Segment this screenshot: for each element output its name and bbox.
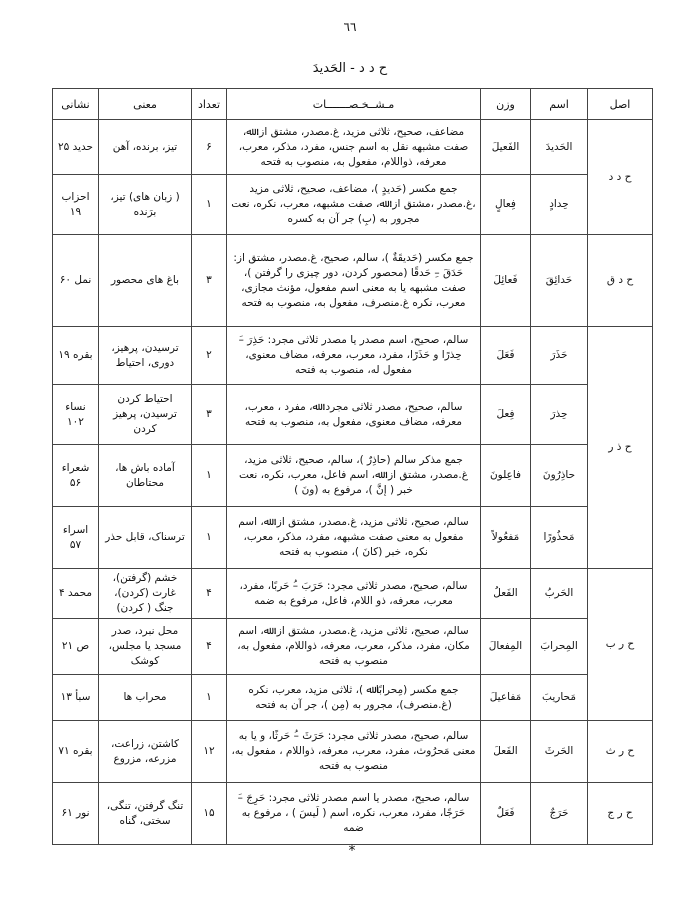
reference-cell: نمل ۶۰ bbox=[53, 235, 99, 327]
count-cell: ۴ bbox=[192, 619, 227, 675]
meaning-cell: کاشتن، زراعت، مزرعه، مزروع bbox=[99, 721, 192, 783]
noun-cell: حاذِرُونَ bbox=[531, 445, 588, 507]
table-header-row bbox=[53, 89, 653, 120]
features-cell: سالم، صحیح، مصدر ثلاثی مجرد: ﷲ، مفرد ، معرب، معرفه، مضاف معنوی، مفعول به، منصوب به فتحه bbox=[227, 385, 481, 445]
reference-cell: احزاب ۱۹ bbox=[53, 175, 99, 235]
root-cell: ح ذ ر bbox=[588, 327, 653, 569]
header-reference: نشانی bbox=[53, 89, 99, 120]
noun-cell: حَرَجٌ bbox=[531, 783, 588, 845]
noun-cell: حَذَرَ bbox=[531, 327, 588, 385]
page-title: ح د د - الحَدیدَ bbox=[312, 61, 388, 76]
meaning-cell: تنگ گرفتن، تنگی، سختی، گناه bbox=[99, 783, 192, 845]
lexicon-table bbox=[52, 88, 653, 845]
noun-cell: الحَرثَ bbox=[531, 721, 588, 783]
noun-cell: حَدائِقَ bbox=[531, 235, 588, 327]
noun-cell: الحَدیدَ bbox=[531, 120, 588, 175]
pattern-cell: المِفعالَ bbox=[481, 619, 531, 675]
table-row bbox=[53, 783, 653, 845]
reference-cell: حدید ۲۵ bbox=[53, 120, 99, 175]
meaning-cell: خشم (گرفتن)، غارت (کردن)، جنگ ( کردن) bbox=[99, 569, 192, 619]
meaning-cell: ترسناک، قابل حذر bbox=[99, 507, 192, 569]
pattern-cell: الفَعلُ bbox=[481, 569, 531, 619]
pattern-cell: فِعلَ bbox=[481, 385, 531, 445]
features-cell: جمع مکسر (حَدیدٍ )، مضاعف، صحیح، ثلاثی مزید ،غ.مصدر ،مشتق از: ﷲ، صفت مشبهه، معرب، نکره، نعت مجرور به (بِ) جر آن به کسره bbox=[227, 175, 481, 235]
meaning-cell: آماده باش ها، محتاطان bbox=[99, 445, 192, 507]
features-cell: جمع مکسر (مِحرابًا ﷲ )، ثلاثی مزید، معرب، نکره (غ.منصرف)، مجرور به (مِن )، جر آن به فتحه bbox=[227, 675, 481, 721]
reference-cell: اسراء ۵۷ bbox=[53, 507, 99, 569]
noun-cell: الحَربُ bbox=[531, 569, 588, 619]
count-cell: ۱ bbox=[192, 507, 227, 569]
meaning-cell: تیز، برنده، آهن bbox=[99, 120, 192, 175]
features-cell: سالم، صحیح، مصدر ثلاثی مجرد: حَرَبَ –ُ حَربًا، مفرد، معرب، معرفه، ذو اللام، فاعل، مرفوع به ضمه bbox=[227, 569, 481, 619]
pattern-cell: الفَعیلَ bbox=[481, 120, 531, 175]
pattern-cell: فاعِلونَ bbox=[481, 445, 531, 507]
pattern-cell: فَعائِلَ bbox=[481, 235, 531, 327]
meaning-cell: ( زبان های) تیز، برَنده bbox=[99, 175, 192, 235]
count-cell: ۳ bbox=[192, 235, 227, 327]
table-row bbox=[53, 445, 653, 507]
meaning-cell: محل نبرد، صدر مسجد یا مجلس، کوشک bbox=[99, 619, 192, 675]
table-row bbox=[53, 569, 653, 619]
header-count: تعداد bbox=[192, 89, 227, 120]
features-cell: جمع مذکر سالم (حاذِرٌ )، سالم، صحیح، ثلاثی مزید، غ.مصدر، مشتق از: ﷲ، اسم فاعل، معرب، نکره، نعت خبر ( إنَّ )، مرفوع به (ونَ ) bbox=[227, 445, 481, 507]
count-cell: ۳ bbox=[192, 385, 227, 445]
reference-cell: ص ۲۱ bbox=[53, 619, 99, 675]
count-cell: ۱ bbox=[192, 675, 227, 721]
table-row bbox=[53, 120, 653, 175]
count-cell: ۴ bbox=[192, 569, 227, 619]
features-cell: جمع مکسر (حَدیقَةٌ )، سالم، صحیح، غ.مصدر، مشتق از: حَدَقَ –ِ حَدقًا (محصور کردن، دور چیزی را گرفتن )، صفت مشبهه یا به معنی اسم مفعول، مؤنث مجازی، معرب، نکره غ.منصرف، مفعول به، منصوب به فتحه bbox=[227, 235, 481, 327]
meaning-cell: ترسیدن، پرهیز، دوری، احتیاط bbox=[99, 327, 192, 385]
pattern-cell: فِعالٍ bbox=[481, 175, 531, 235]
header-root: اصل bbox=[588, 89, 653, 120]
meaning-cell: محراب ها bbox=[99, 675, 192, 721]
reference-cell: شعراء ۵۶ bbox=[53, 445, 99, 507]
features-cell: سالم، صحیح، ثلاثی مزید، غ.مصدر، مشتق از: ﷲ، اسم مفعول به معنی صفت مشبهه، مفرد، مذکر، معرب، نکره، خبر (کانَ )، منصوب به فتحه bbox=[227, 507, 481, 569]
count-cell: ۱۲ bbox=[192, 721, 227, 783]
root-cell: ح د د bbox=[588, 120, 653, 235]
root-cell: ح ر ج bbox=[588, 783, 653, 845]
noun-cell: حِدادٍ bbox=[531, 175, 588, 235]
table-row bbox=[53, 619, 653, 675]
reference-cell: بقره ۷۱ bbox=[53, 721, 99, 783]
count-cell: ۶ bbox=[192, 120, 227, 175]
table-row bbox=[53, 175, 653, 235]
pattern-cell: الفَعلَ bbox=[481, 721, 531, 783]
pattern-cell: فَعَلَ bbox=[481, 327, 531, 385]
noun-cell: مَحذُورًا bbox=[531, 507, 588, 569]
header-meaning: معنی bbox=[99, 89, 192, 120]
table-row bbox=[53, 675, 653, 721]
pattern-cell: مَفاعیلَ bbox=[481, 675, 531, 721]
table-row bbox=[53, 327, 653, 385]
reference-cell: سبأ ۱۳ bbox=[53, 675, 99, 721]
root-cell: ح ر ب bbox=[588, 569, 653, 721]
features-cell: مضاعف، صحیح، ثلاثی مزید، غ.مصدر، مشتق از: ﷲ، صفت مشبهه نقل به اسم جنس، مفرد، مذکر، معرب، معرفه، ذواللام، مفعول به، منصوب به فتحه bbox=[227, 120, 481, 175]
count-cell: ۱ bbox=[192, 445, 227, 507]
root-cell: ح د ق bbox=[588, 235, 653, 327]
header-noun: اسم bbox=[531, 89, 588, 120]
noun-cell: مَحاریبَ bbox=[531, 675, 588, 721]
reference-cell: بقره ۱۹ bbox=[53, 327, 99, 385]
noun-cell: المِحرابَ bbox=[531, 619, 588, 675]
count-cell: ۱ bbox=[192, 175, 227, 235]
reference-cell: نساء ۱۰۲ bbox=[53, 385, 99, 445]
features-cell: سالم، صحیح، مصدر یا اسم مصدر ثلاثی مجرد: حَرِجَ –َ حَرَجًا، مفرد، معرب، نکره، اسم ( لَیسَ ) ، مرفوع به ضمه bbox=[227, 783, 481, 845]
features-cell: سالم، صحیح، ثلاثی مزید، غ.مصدر، مشتق از: ﷲ، اسم مکان، مفرد، مذکر، معرب، معرفه، ذواللام، مفعول به، منصوب به فتحه bbox=[227, 619, 481, 675]
meaning-cell: احتیاط کردن ترسیدن، پرهیز کردن bbox=[99, 385, 192, 445]
reference-cell: محمد ۴ bbox=[53, 569, 99, 619]
reference-cell: نور ۶۱ bbox=[53, 783, 99, 845]
page-number: ٦٦ bbox=[343, 20, 357, 34]
meaning-cell: باغ های محصور bbox=[99, 235, 192, 327]
pattern-cell: مَفعُولاً bbox=[481, 507, 531, 569]
count-cell: ۲ bbox=[192, 327, 227, 385]
table-row bbox=[53, 235, 653, 327]
root-cell: ح ر ث bbox=[588, 721, 653, 783]
features-cell: سالم، صحیح، مصدر ثلاثی مجرد: حَرَثَ –ُ حَرثًا، و یا به معنی مَحرُوث، مفرد، معرب، معرفه، ذواللام ، مفعول به، منصوب به فتحه bbox=[227, 721, 481, 783]
table-row bbox=[53, 721, 653, 783]
pattern-cell: فَعَلٌ bbox=[481, 783, 531, 845]
noun-cell: حِذرَ bbox=[531, 385, 588, 445]
features-cell: سالم، صحیح، اسم مصدر یا مصدر ثلاثی مجرد: حَذِرَ –َ حِذرًا و حَذَرًا، مفرد، معرب، معرفه، مضاف معنوی، مفعول له، منصوب به فتحه bbox=[227, 327, 481, 385]
table-row bbox=[53, 507, 653, 569]
count-cell: ۱۵ bbox=[192, 783, 227, 845]
footnote-star: * bbox=[348, 843, 356, 859]
table-row bbox=[53, 385, 653, 445]
header-pattern: وزن bbox=[481, 89, 531, 120]
header-features: مـشــخـصـــــــات bbox=[227, 89, 481, 120]
